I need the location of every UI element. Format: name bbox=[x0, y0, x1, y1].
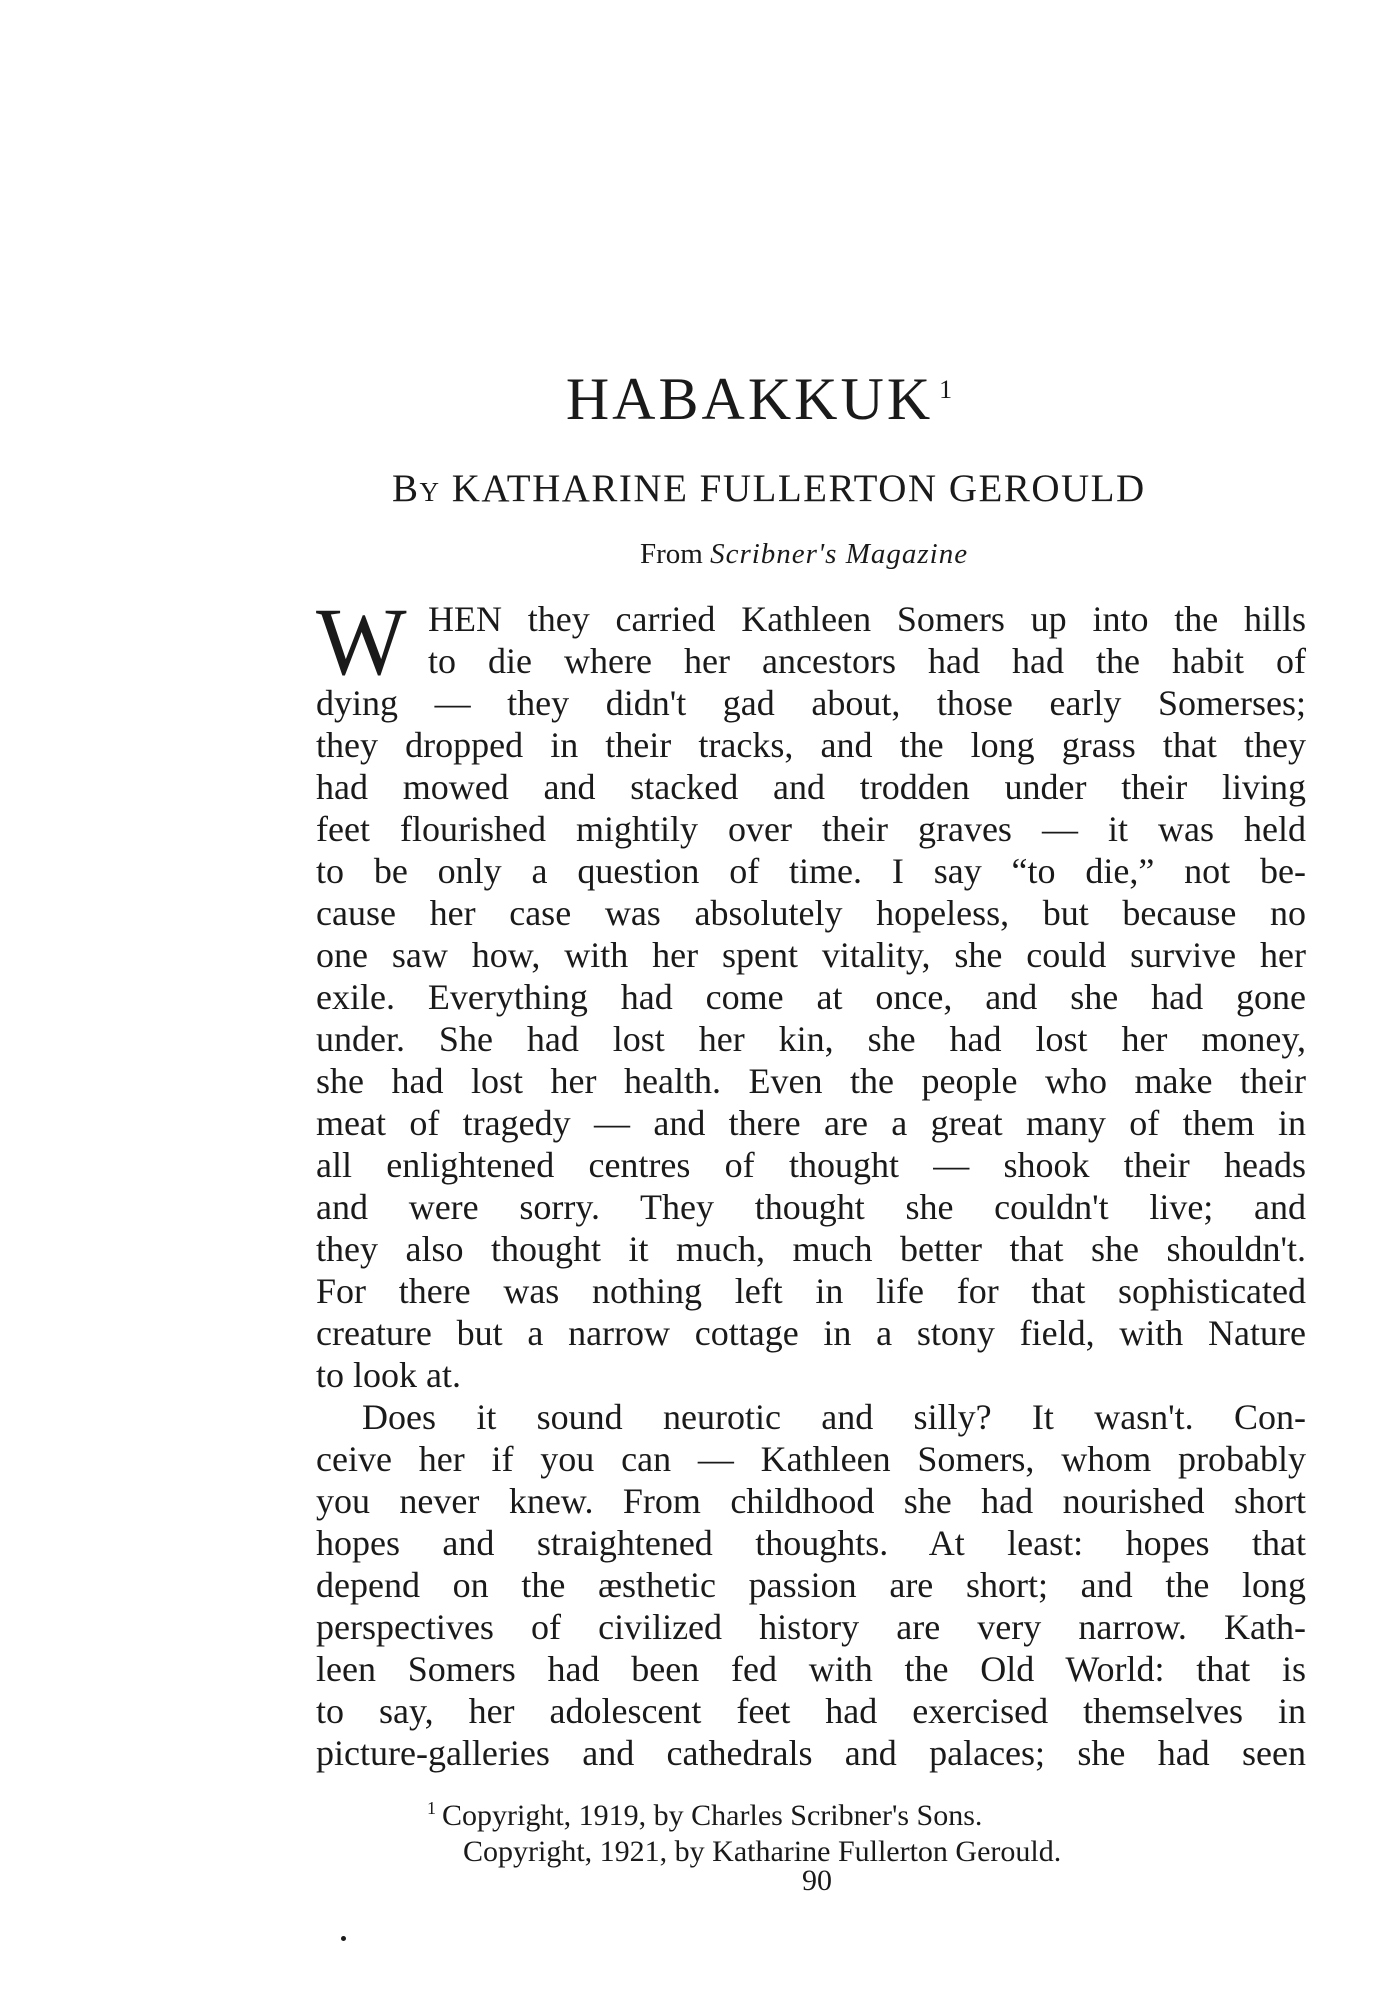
body-text bbox=[316, 588, 1306, 1774]
text-line: to look at. bbox=[316, 1355, 461, 1395]
text-line: and were sorry. They thought she couldn't live; and bbox=[316, 1187, 1306, 1227]
text-line: one saw how, with her spent vitality, she could survive her bbox=[316, 935, 1306, 975]
text-line: they also thought it much, much better that she shouldn't. bbox=[316, 1229, 1306, 1269]
text-line: to say, her adolescent feet had exercised themselves in bbox=[316, 1691, 1306, 1731]
footnote-line-1 bbox=[427, 1790, 1061, 1834]
page-number: 90 bbox=[802, 1864, 832, 1897]
text-line: exile. Everything had come at once, and she had gone bbox=[316, 977, 1306, 1017]
source-magazine: Scribner's Magazine bbox=[710, 538, 969, 570]
footnote-text-1: Copyright, 1919, by Charles Scribner's Sons. bbox=[442, 1799, 983, 1832]
byline-prefix: By bbox=[392, 467, 441, 510]
drop-cap: W bbox=[316, 588, 407, 695]
text-line: under. She had lost her kin, she had lost her money, bbox=[316, 1019, 1306, 1059]
text-line: feet flourished mightily over their graves — it was held bbox=[316, 809, 1306, 849]
title-text: HABAKKUK bbox=[565, 366, 934, 432]
text-line: Does it sound neurotic and silly? It wasn't. Con- bbox=[362, 1397, 1306, 1437]
text-line: had mowed and stacked and trodden under their living bbox=[316, 767, 1306, 807]
footnote-text-2: Copyright, 1921, by Katharine Fullerton Gerould. bbox=[463, 1835, 1062, 1868]
text-line: they dropped in their tracks, and the long grass that they bbox=[316, 725, 1306, 765]
source-prefix: From bbox=[640, 538, 703, 570]
text-line: cause her case was absolutely hopeless, but because no bbox=[316, 893, 1306, 933]
text-line: HEN they carried Kathleen Somers up into the hills bbox=[428, 599, 1306, 639]
byline bbox=[392, 466, 1146, 511]
title-footnote-marker: 1 bbox=[939, 375, 953, 404]
text-line: she had lost her health. Even the people who make their bbox=[316, 1061, 1306, 1101]
page-title bbox=[0, 365, 1398, 434]
text-line: depend on the æsthetic passion are short; and the long bbox=[316, 1565, 1306, 1605]
text-line: For there was nothing left in life for that sophisticated bbox=[316, 1271, 1306, 1311]
source-line bbox=[640, 538, 968, 571]
text-line: dying — they didn't gad about, those early Somerses; bbox=[316, 683, 1306, 723]
text-line: meat of tragedy — and there are a great many of them in bbox=[316, 1103, 1306, 1143]
text-line: leen Somers had been fed with the Old World: that is bbox=[316, 1649, 1306, 1689]
author-name: KATHARINE FULLERTON GEROULD bbox=[451, 467, 1146, 510]
print-speck bbox=[341, 1936, 346, 1941]
text-line: hopes and straightened thoughts. At least: hopes that bbox=[316, 1523, 1306, 1563]
footnote-line-2 bbox=[427, 1834, 1061, 1870]
text-line: all enlightened centres of thought — shook their heads bbox=[316, 1145, 1306, 1185]
text-line: you never knew. From childhood she had nourished short bbox=[316, 1481, 1306, 1521]
text-line: to be only a question of time. I say “to die,” not be- bbox=[316, 851, 1306, 891]
text-line: picture-galleries and cathedrals and palaces; she had seen bbox=[316, 1733, 1306, 1773]
footnotes bbox=[427, 1790, 1061, 1870]
text-line: ceive her if you can — Kathleen Somers, whom probably bbox=[316, 1439, 1306, 1479]
footnote-marker: 1 bbox=[427, 1798, 436, 1818]
text-line: to die where her ancestors had had the habit of bbox=[428, 641, 1306, 681]
text-line: creature but a narrow cottage in a stony field, with Nature bbox=[316, 1313, 1306, 1353]
text-line: perspectives of civilized history are very narrow. Kath- bbox=[316, 1607, 1306, 1647]
